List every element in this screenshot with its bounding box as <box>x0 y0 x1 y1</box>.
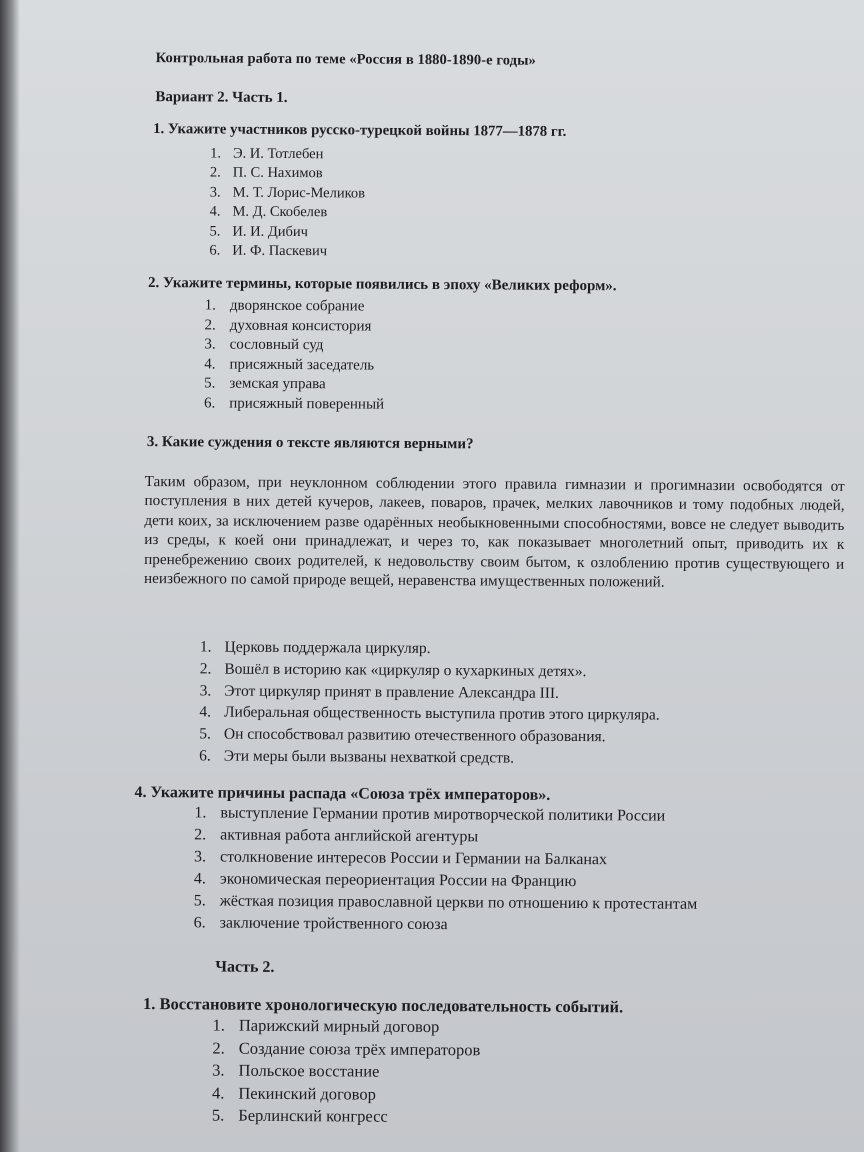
question-3-source-text: Таким образом, при неуклонном соблюдении этого правила гимназии и прогимназии освободятся от поступления в них детей кучеров, лакеев, поваров, прачек, мелких лавочников и тому подобных людей, дети коих, за исключением разве одарённых необыкновенными способностями, вовсе не следует выводить из среды, к коей они принадлежат, и через то, как показывает многолетний опыт, приводить их к пренебрежению своих родителей, к недовольству своим бытом, к озлоблению против существующего и неизбежного по самой природе вещей, неравенства имущественных положений. <box>143 473 845 591</box>
list-item: 3. столкновение интересов России и Германии на Балканах <box>194 848 608 869</box>
question-1-heading: 1. Укажите участников русско-турецкой войны 1877—1878 гг. <box>153 121 567 140</box>
list-item: 2. активная работа английской агентуры <box>194 826 479 846</box>
list-item: 2. Создание союза трёх императоров <box>212 1037 481 1059</box>
list-item: 5. Берлинский конгресс <box>211 1105 388 1126</box>
list-item: 3. Польское восстание <box>212 1060 380 1081</box>
list-item: 5. жёсткая позиция православной церкви по отношению к протестантам <box>193 891 698 913</box>
list-item: 6. заключение тройственного союза <box>193 913 448 933</box>
question-3-heading: 3. Какие суждения о тексте являются верными? <box>146 434 474 453</box>
list-item: 1. Парижский мирный договор <box>212 1015 440 1037</box>
list-item: 6. И. Ф. Паскевич <box>209 242 328 260</box>
list-item: 4. Либеральная общественность выступила против этого циркуляра. <box>199 703 660 724</box>
list-item: 5. И. И. Дибич <box>209 223 309 240</box>
list-item: 4. экономическая переориентация России на Францию <box>193 870 577 890</box>
list-item: 6. Эти меры были вызваны нехваткой средств. <box>199 747 515 767</box>
list-item: 1. Э. И. Тотлебен <box>210 145 324 163</box>
part-2-heading: Часть 2. <box>215 958 275 976</box>
list-item: 1. дворянское собрание <box>204 297 365 315</box>
list-item: 5. Он способствовал развитию отечественного образования. <box>199 725 606 746</box>
question-2-heading: 2. Укажите термины, которые появились в эпоху «Великих реформ». <box>148 275 617 295</box>
list-item: 3. Этот циркуляр принят в правление Александра III. <box>199 681 560 702</box>
list-item: 5. земская управа <box>204 375 326 393</box>
variant-heading: Вариант 2. Часть 1. <box>155 89 288 106</box>
question-2-options <box>193 296 385 414</box>
list-item: 2. П. С. Нахимов <box>209 164 323 182</box>
list-item: 4. М. Д. Скобелев <box>209 203 328 221</box>
question-4-heading: 4. Укажите причины распада «Союза трёх императоров». <box>134 783 551 804</box>
list-item: 2. Вошёл в историю как «циркуляр о кухаркиных детях». <box>199 660 587 680</box>
list-item: 4. Пекинский договор <box>211 1082 376 1104</box>
question-3-options <box>187 636 660 770</box>
list-item: 1. Церковь поддержала циркуляр. <box>199 638 431 658</box>
list-item: 6. присяжный поверенный <box>203 394 385 413</box>
part-2-question-1-heading: 1. Восстановите хронологическую последовательность событий. <box>142 994 624 1017</box>
list-item: 3. сословный суд <box>204 336 324 354</box>
question-1-options <box>198 144 365 262</box>
list-item: 4. присяжный заседатель <box>204 355 375 374</box>
list-item: 1. выступление Германии против миротворческой политики России <box>194 804 666 825</box>
question-4-options <box>182 802 698 937</box>
list-item: 2. духовная консистория <box>204 316 372 335</box>
document-title: Контрольная работа по теме «Россия в 1880-1890-е годы» <box>155 50 536 69</box>
list-item: 3. М. Т. Лорис-Меликов <box>209 184 366 202</box>
part-2-question-1-options <box>196 1014 480 1128</box>
